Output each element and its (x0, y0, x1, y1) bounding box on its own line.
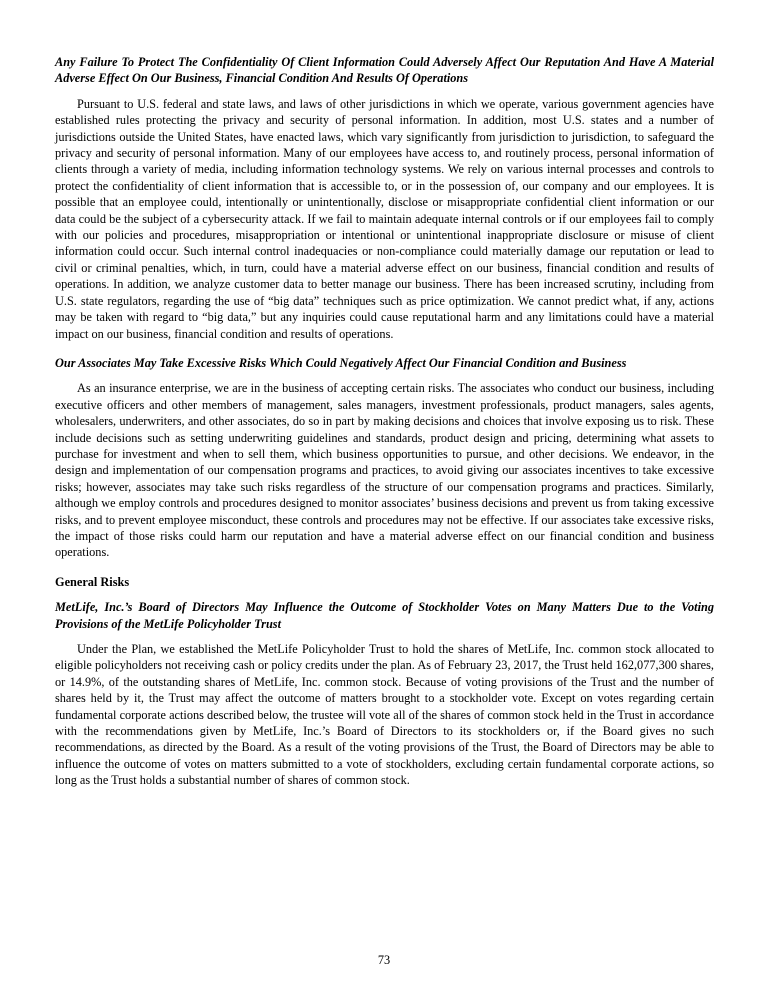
risk-heading-associates-excessive-risks: Our Associates May Take Excessive Risks Which Could Negatively Affect Our Financial Condition and Business (55, 355, 627, 370)
page-number: 73 (377, 952, 391, 967)
risk-heading-client-confidentiality: Any Failure To Protect The Confidentiality Of Client Information Could Adversely Affect Our Reputation And Have A Material Adverse Effect On Our Business, Financial Condition And Results Of Operations (55, 55, 714, 86)
general-risks-heading: General Risks (55, 574, 130, 589)
risk-heading-policyholder-trust: MetLife, Inc.’s Board of Directors May Influence the Outcome of Stockholder Votes on Many Matters Due to the Voting Provisions of the MetLife Policyholder Trust (55, 600, 714, 631)
paragraph-policyholder-trust: Under the Plan, we established the MetLife Policyholder Trust to hold the shares of MetLife, Inc. common stock allocated to eligible policyholders not receiving cash or policy credits under the plan. As of February 23, 2017, the Trust held 162,077,300 shares, or 14.9%, of the outstanding shares of MetLife, Inc. common stock. Because of voting provisions of the Trust and the number of shares held by it, the Trust may affect the outcome of matters brought to a stockholder vote. Except on votes regarding certain fundamental corporate actions described below, the trustee will vote all of the shares of common stock held in the Trust in accordance with the recommendations given by MetLife, Inc.’s Board of Directors to its stockholders or, if the Board gives no such recommendations, as directed by the Board. As a result of the voting provisions of the Trust, the Board of Directors may be able to influence the outcome of votes on matters submitted to a vote of stockholders, excluding certain fundamental corporate actions, so long as the Trust holds a substantial number of shares of common stock. (55, 642, 714, 788)
paragraph-associates-excessive-risks: As an insurance enterprise, we are in the business of accepting certain risks. The associates who conduct our business, including executive officers and other members of management, sales managers, investment professionals, product managers, sales agents, wholesalers, underwriters, and other associates, do so in part by making decisions and choices that involve exposing us to risk. These include decisions such as setting underwriting guidelines and standards, product design and pricing, determining what assets to purchase for investment and when to sell them, which business opportunities to pursue, and other decisions. We endeavor, in the design and implementation of our compensation programs and practices, to avoid giving our associates incentives to take excessive risks; however, associates may take such risks regardless of the structure of our compensation programs and practices. Similarly, although we employ controls and procedures designed to monitor associates’ business decisions and prevent us from taking excessive risks, and to prevent employee misconduct, these controls and procedures may not be effective. If our associates take excessive risks, the impact of those risks could harm our reputation and have a material adverse effect on our financial condition and business operations. (55, 381, 714, 560)
paragraph-client-confidentiality: Pursuant to U.S. federal and state laws, and laws of other jurisdictions in which we operate, various government agencies have established rules protecting the privacy and security of personal information. In addition, most U.S. states and a number of jurisdictions outside the United States, have enacted laws, which vary significantly from jurisdiction to jurisdiction, to safeguard the privacy and security of personal information. Many of our employees have access to, and routinely process, personal information of clients through a variety of media, including information technology systems. We rely on various internal processes and controls to protect the confidentiality of client information that is accessible to, or in the possession of, our company and our employees. It is possible that an employee could, intentionally or unintentionally, disclose or misappropriate confidential client information or our data could be the subject of a cybersecurity attack. If we fail to maintain adequate internal controls or if our employees fail to comply with our policies and procedures, misappropriation or intentional or unintentional inappropriate disclosure or misuse of client information could occur. Such internal control inadequacies or non-compliance could materially damage our reputation or lead to civil or criminal penalties, which, in turn, could have a material adverse effect on our business, financial condition and results of operations. In addition, we analyze customer data to better manage our business. There has been increased scrutiny, including from U.S. state regulators, regarding the use of “big data” techniques such as price optimization. We cannot predict what, if any, actions may be taken with regard to “big data,” but any inquiries could cause reputational harm and any limitations could have a material impact on our business, financial condition and results of operations. (55, 96, 714, 341)
